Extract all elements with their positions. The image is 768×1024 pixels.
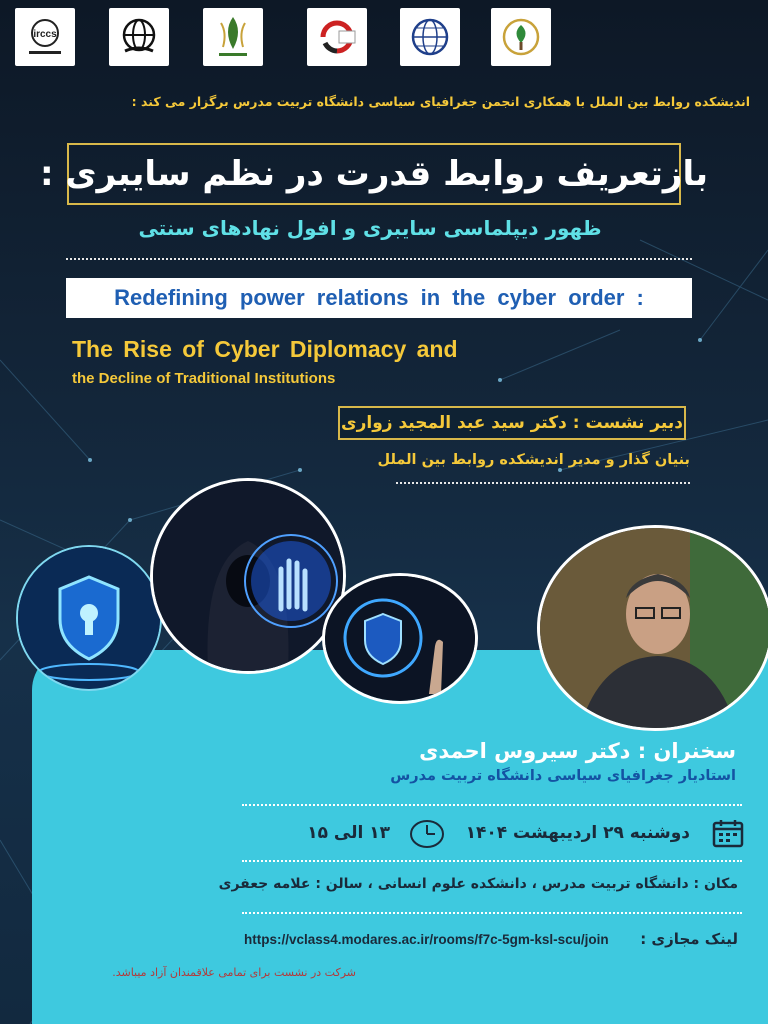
english-subtitle-line1: The Rise of Cyber Diplomacy and xyxy=(72,336,458,362)
moderator-dotted-divider xyxy=(396,482,690,484)
persian-title-box xyxy=(40,143,708,205)
event-time: ۱۳ الی ۱۵ xyxy=(307,823,390,843)
speaker-dotted-divider xyxy=(242,804,742,806)
cypress-tree-logo xyxy=(203,8,263,66)
moderator-name: دبیر نشست : دکتر سید عبد المجید زواری xyxy=(341,413,683,433)
speaker-name: سخنران : دکتر سیروس احمدی xyxy=(419,739,736,763)
tree-circle-logo xyxy=(491,8,551,66)
intro-text: اندیشکده روابط بین الملل با همکاری انجمن جغرافیای سیاسی دانشگاه تربیت مدرس برگزار می کند : xyxy=(131,94,750,109)
event-location: مکان : دانشگاه تربیت مدرس ، دانشکده علوم انسانی ، سالن : علامه جعفری xyxy=(218,876,738,892)
globe-book-logo-icon xyxy=(115,13,163,61)
dotted-divider xyxy=(66,258,692,260)
moderator-role: بنیان گذار و مدیر اندیشکده روابط بین الملل xyxy=(377,452,690,468)
participation-note: شرکت در نشست برای تمامی علاقمندان آزاد میباشد. xyxy=(112,966,356,979)
shield-lock-icon xyxy=(18,547,160,689)
iran-association-logo xyxy=(307,8,367,66)
globe-logo xyxy=(400,8,460,66)
speaker-portrait-icon xyxy=(540,528,768,728)
event-date: دوشنبه ۲۹ اردیبهشت ۱۴۰۴ xyxy=(465,823,690,843)
irccs-logo-text: irccs xyxy=(33,29,57,40)
tree-circle-logo-icon xyxy=(497,13,545,61)
location-dotted-divider xyxy=(242,912,742,914)
english-title: Redefining power relations in the cyber order : xyxy=(114,285,644,310)
logo-row xyxy=(0,6,768,66)
datetime-dotted-divider xyxy=(242,860,742,862)
irccs-logo xyxy=(15,8,75,66)
irccs-logo-icon xyxy=(21,13,69,61)
calendar-icon xyxy=(712,818,744,848)
english-subtitle-line2: the Decline of Traditional Institutions xyxy=(72,370,336,387)
persian-subtitle: ظهور دیپلماسی سایبری و افول نهادهای سنتی xyxy=(138,216,602,240)
hacker-photo xyxy=(150,478,346,674)
globe-logo-icon xyxy=(406,13,454,61)
virtual-link-url[interactable]: https://vclass4.modares.ac.ir/rooms/f7c-5gm-ksl-scu/join xyxy=(244,932,609,947)
persian-title: بازتعریف روابط قدرت در نظم سایبری : xyxy=(40,154,708,194)
security-touch-photo xyxy=(322,573,478,704)
globe-book-logo xyxy=(109,8,169,66)
iran-association-logo-icon xyxy=(313,13,361,61)
speaker-photo xyxy=(537,525,768,731)
shield-touch-icon xyxy=(325,576,475,701)
clock-icon xyxy=(408,818,446,850)
cypress-tree-logo-icon xyxy=(209,13,257,61)
virtual-link-label: لینک مجازی : xyxy=(640,930,738,948)
speaker-role: استادیار جغرافیای سیاسی دانشگاه تربیت مدرس xyxy=(390,768,736,784)
moderator-box xyxy=(338,406,686,440)
english-title-box xyxy=(66,278,692,318)
hacker-hand-icon xyxy=(153,481,343,671)
cyber-shield-photo xyxy=(16,545,162,691)
